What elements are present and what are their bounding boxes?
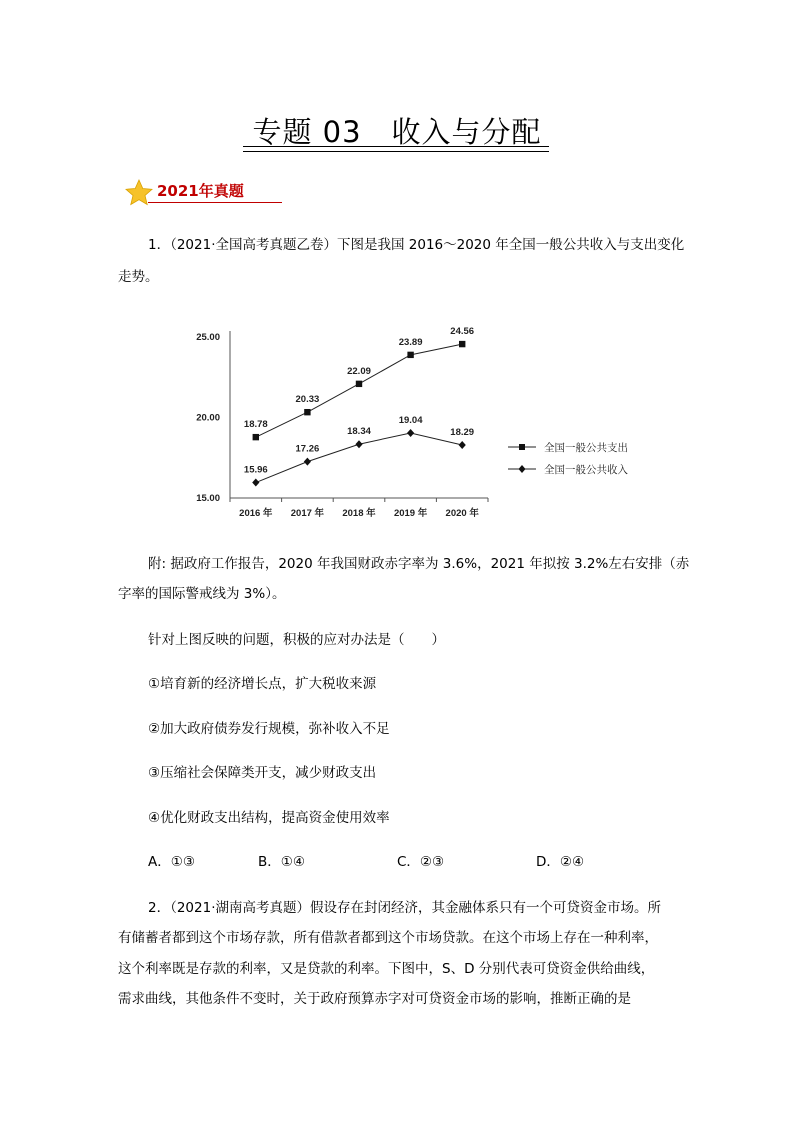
y-tick-label: 20.00 <box>196 412 220 424</box>
q1-item-1: ①培育新的经济增长点，扩大税收来源 <box>148 676 377 692</box>
option-a[interactable]: A．①③ <box>148 854 195 870</box>
data-point-square <box>407 352 413 358</box>
data-label: 18.34 <box>347 426 371 438</box>
x-tick-label: 2020 年 <box>445 508 479 519</box>
data-point-diamond <box>252 479 259 487</box>
legend-label: 全国一般公共支出 <box>544 442 628 454</box>
data-label: 19.04 <box>398 414 423 426</box>
revenue-expenditure-chart <box>186 318 656 528</box>
y-tick-label: 15.00 <box>196 493 220 504</box>
legend-label: 全国一般公共收入 <box>544 464 628 476</box>
data-point-diamond <box>459 441 466 449</box>
x-tick-label: 2016 年 <box>239 508 273 519</box>
q2-line1: 2．（2021·湖南高考真题）假设存在封闭经济，其金融体系只有一个可贷资金市场。所 <box>148 900 661 916</box>
data-label: 18.78 <box>243 419 268 431</box>
data-point-square <box>356 381 362 387</box>
q1-note-line2: 字率的国际警戒线为 3%）。 <box>118 586 286 602</box>
data-label: 18.29 <box>450 427 475 439</box>
section-underline <box>148 202 282 203</box>
data-label: 17.26 <box>295 443 320 455</box>
title-underline <box>243 146 549 147</box>
q1-item-2: ②加大政府债券发行规模，弥补收入不足 <box>148 721 390 737</box>
x-tick-label: 2019 年 <box>393 508 428 519</box>
page-title: 专题 03 收入与分配 <box>252 115 542 149</box>
star-icon <box>124 178 154 208</box>
data-label: 15.96 <box>243 464 268 476</box>
data-label: 24.56 <box>450 326 475 338</box>
q1-item-3: ③压缩社会保障类开支，减少财政支出 <box>148 765 377 781</box>
x-tick-label: 2017 年 <box>290 508 325 519</box>
x-tick-label: 2018 年 <box>342 508 376 519</box>
y-tick-label: 25.00 <box>196 332 220 343</box>
q1-stem-line1: 1．（2021·全国高考真题乙卷）下图是我国 2016～2020 年全国一般公共收入与支出变化 <box>148 237 685 253</box>
title-underline-second <box>243 151 549 152</box>
option-d[interactable]: D．②④ <box>536 854 585 870</box>
q2-line2: 有储蓄者都到这个市场存款，所有借款者都到这个市场贷款。在这个市场上存在一种利率， <box>118 930 658 946</box>
legend-marker-diamond <box>519 465 526 473</box>
option-c[interactable]: C．②③ <box>397 854 445 870</box>
section-title: 2021年真题 <box>157 182 244 200</box>
data-point-square <box>253 434 259 440</box>
data-label: 23.89 <box>398 336 423 348</box>
q2-line3: 这个利率既是存款的利率，又是贷款的利率。下图中，S、D 分别代表可贷资金供给曲线， <box>118 961 655 977</box>
q1-question: 针对上图反映的问题，积极的应对办法是（ ） <box>148 632 445 648</box>
series-line-0 <box>256 344 462 437</box>
data-point-diamond <box>355 440 362 448</box>
data-point-square <box>459 341 465 347</box>
q1-item-4: ④优化财政支出结构，提高资金使用效率 <box>148 810 390 826</box>
option-b[interactable]: B．①④ <box>258 854 305 870</box>
data-label: 22.09 <box>347 365 371 377</box>
data-label: 20.33 <box>295 394 320 406</box>
q1-note-line1: 附: 据政府工作报告，2020 年我国财政赤字率为 3.6%，2021 年拟按 3.2%左右安排（赤 <box>148 556 690 572</box>
data-point-square <box>304 409 310 415</box>
q1-stem-line2: 走势。 <box>118 269 159 285</box>
legend-marker-square <box>519 444 525 450</box>
q2-line4: 需求曲线，其他条件不变时，关于政府预算赤字对可贷资金市场的影响，推断正确的是 <box>118 991 631 1007</box>
data-point-diamond <box>407 429 414 437</box>
data-point-diamond <box>304 458 311 466</box>
